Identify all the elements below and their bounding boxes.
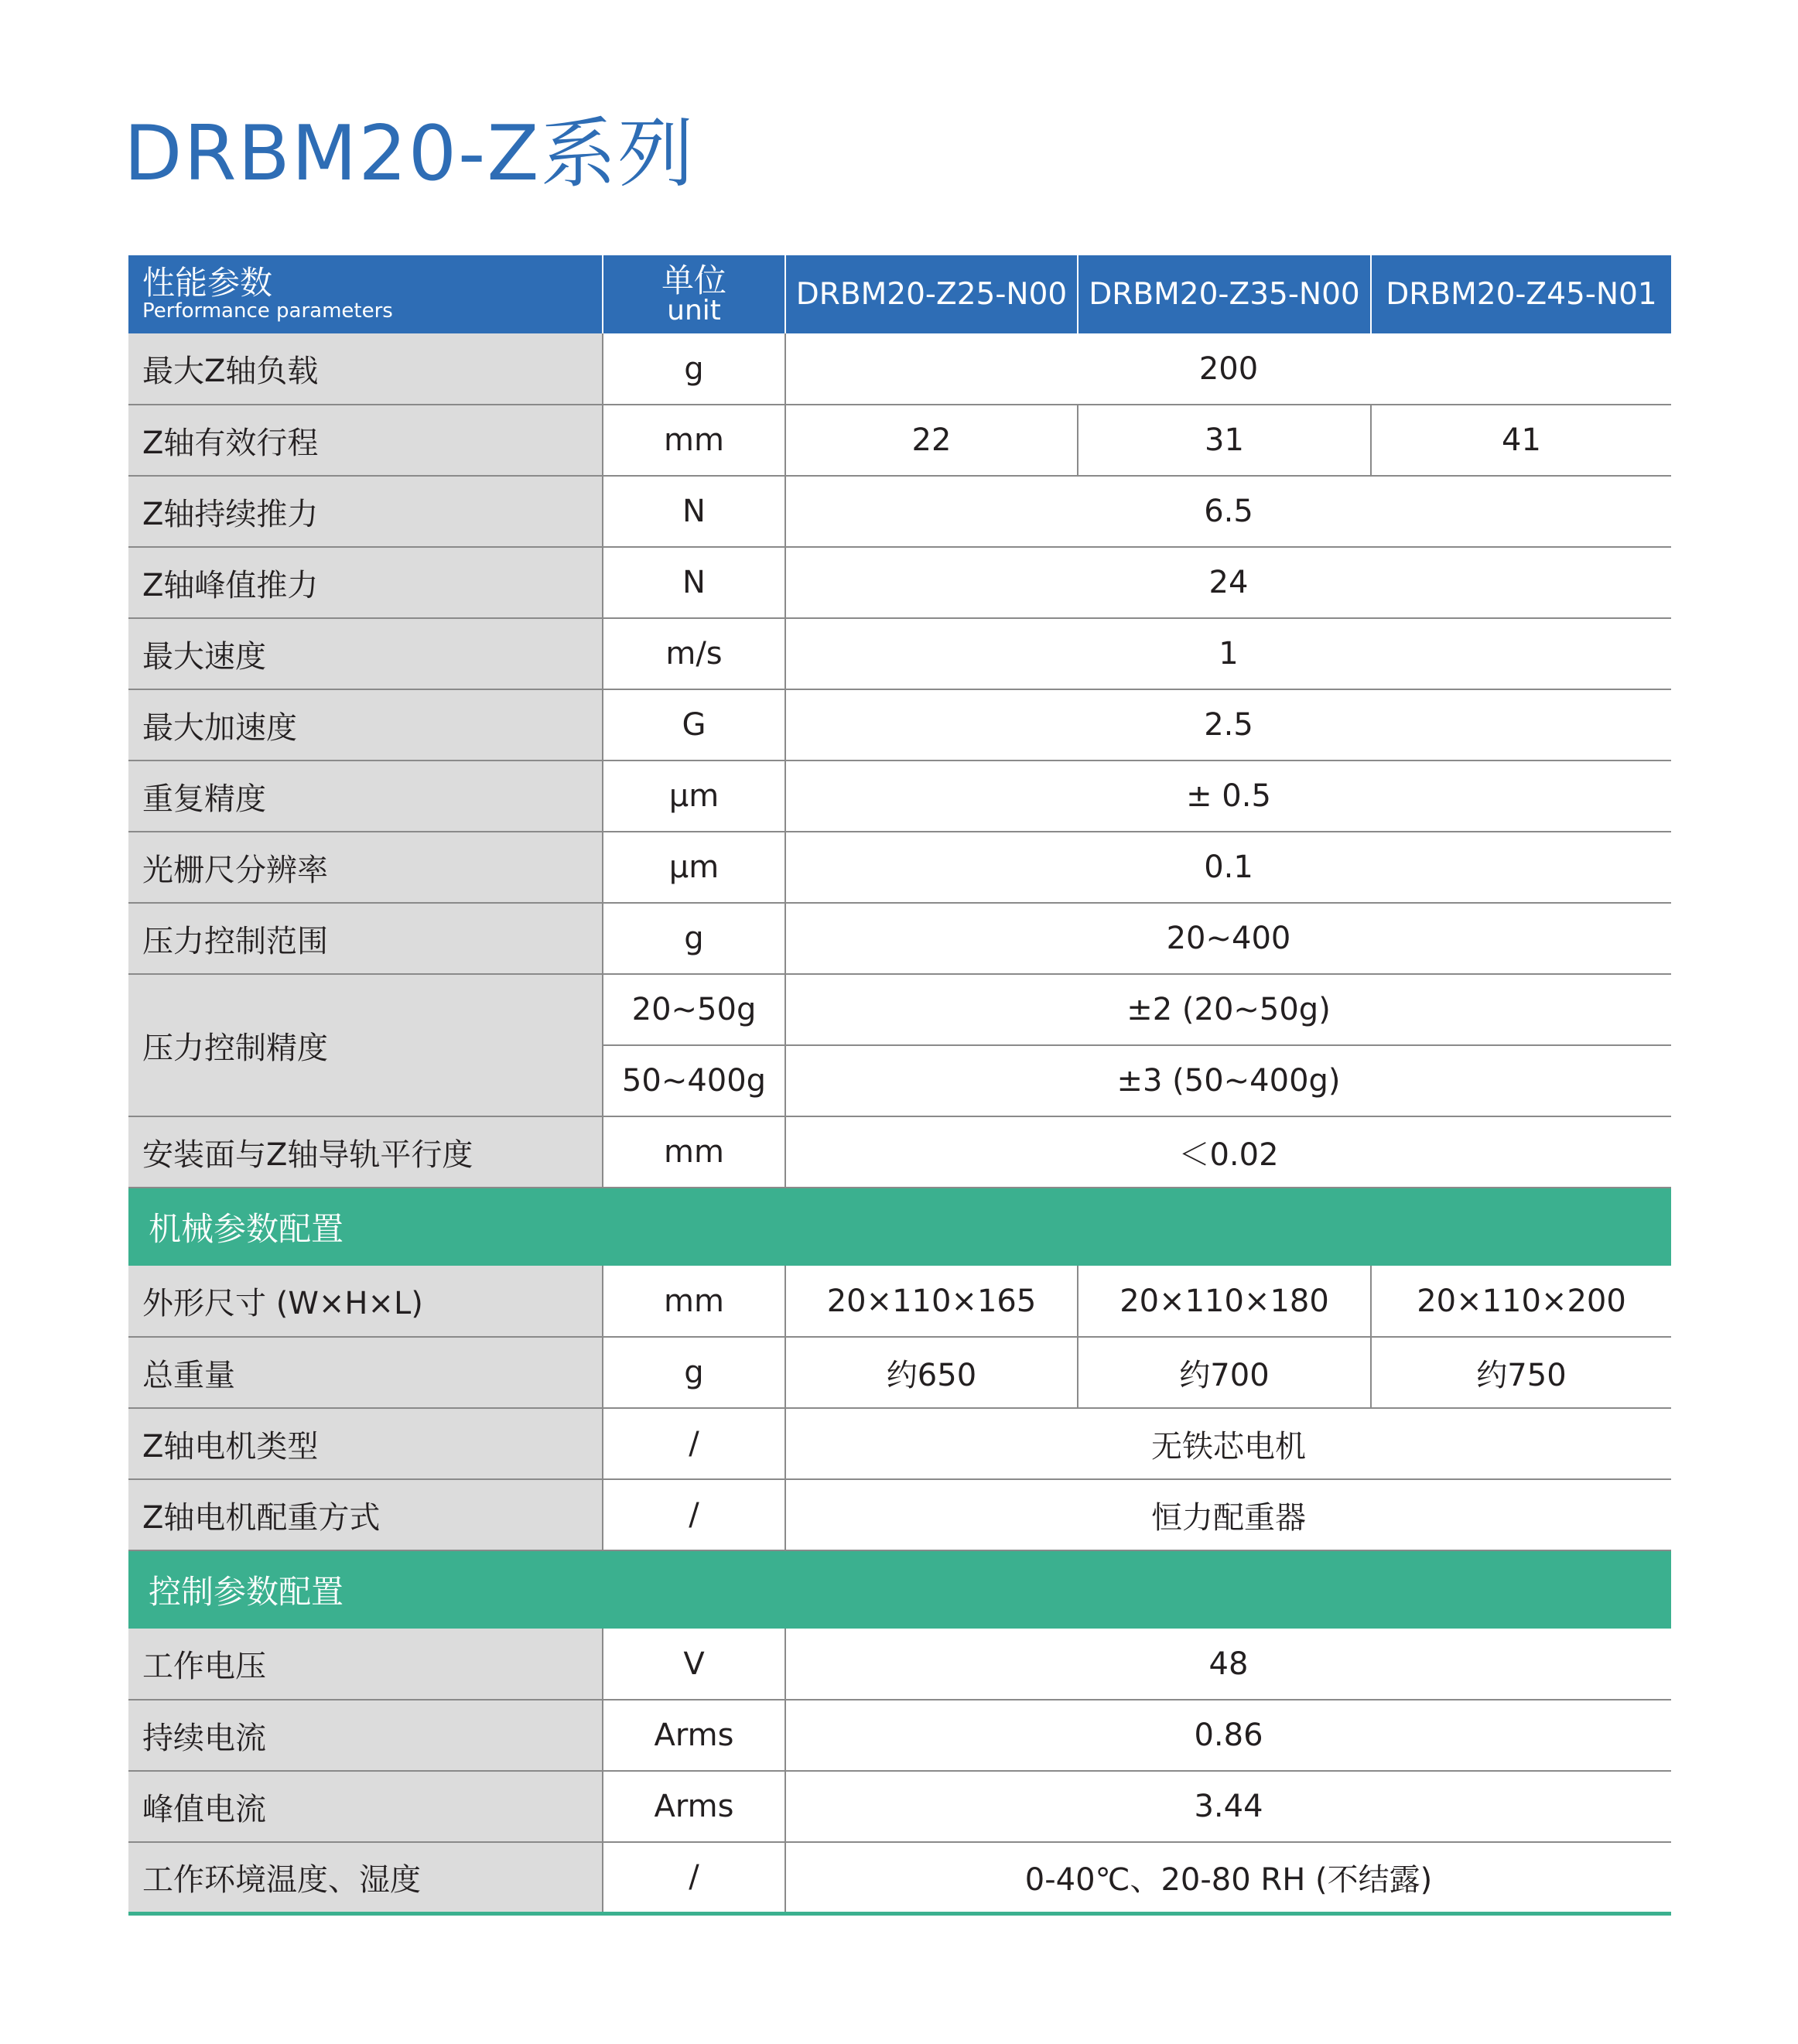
- model-header: DRBM20-Z35-N00: [1078, 255, 1371, 333]
- table-row: [128, 1629, 1671, 1700]
- row-unit: mm: [603, 1116, 785, 1188]
- row-label: Z轴有效行程: [128, 405, 603, 476]
- row-value: ±2 (20~50g): [785, 974, 1671, 1045]
- row-label: 持续电流: [128, 1700, 603, 1771]
- row-label: Z轴电机类型: [128, 1408, 603, 1479]
- row-value: 0.1: [785, 832, 1671, 903]
- table-row: [128, 974, 1671, 1045]
- row-unit: g: [603, 333, 785, 405]
- row-label: 最大Z轴负载: [128, 333, 603, 405]
- table-row: [128, 903, 1671, 974]
- row-value: ＜0.02: [785, 1116, 1671, 1188]
- table-row: [128, 761, 1671, 832]
- row-unit: /: [603, 1479, 785, 1550]
- row-value: 3.44: [785, 1771, 1671, 1842]
- row-label: 压力控制精度: [128, 974, 603, 1116]
- row-label: 最大速度: [128, 618, 603, 689]
- row-value: 约750: [1371, 1337, 1671, 1408]
- row-value: 约650: [785, 1337, 1078, 1408]
- table-row: [128, 333, 1671, 405]
- unit-header-en: unit: [667, 294, 721, 326]
- row-label: 重复精度: [128, 761, 603, 832]
- row-unit: μm: [603, 832, 785, 903]
- row-unit: Arms: [603, 1700, 785, 1771]
- unit-header-zh: 单位: [661, 261, 726, 299]
- row-value: 20×110×180: [1078, 1266, 1371, 1337]
- table-row: [128, 1700, 1671, 1771]
- row-unit: Arms: [603, 1771, 785, 1842]
- row-label: Z轴电机配重方式: [128, 1479, 603, 1550]
- table-row: [128, 1266, 1671, 1337]
- model-header: DRBM20-Z25-N00: [785, 255, 1078, 333]
- spec-table: [128, 255, 1671, 1916]
- page-title: DRBM20-Z系列: [124, 110, 696, 198]
- table-row: [128, 547, 1671, 618]
- section-header-mechanical: [128, 1188, 1671, 1266]
- row-value: 31: [1078, 405, 1371, 476]
- row-unit: /: [603, 1408, 785, 1479]
- row-value: 6.5: [785, 476, 1671, 547]
- table-row: [128, 1116, 1671, 1188]
- row-unit: G: [603, 689, 785, 761]
- row-unit: mm: [603, 405, 785, 476]
- row-unit: g: [603, 1337, 785, 1408]
- row-value: 22: [785, 405, 1078, 476]
- row-value: 恒力配重器: [785, 1479, 1671, 1550]
- param-header: [128, 255, 603, 333]
- table-row: [128, 1479, 1671, 1550]
- table-row: [128, 618, 1671, 689]
- table-row: [128, 832, 1671, 903]
- row-value: 20×110×165: [785, 1266, 1078, 1337]
- row-label: 安装面与Z轴导轨平行度: [128, 1116, 603, 1188]
- row-value: 24: [785, 547, 1671, 618]
- row-unit: μm: [603, 761, 785, 832]
- row-unit: N: [603, 547, 785, 618]
- section-header-control: [128, 1550, 1671, 1629]
- row-unit: N: [603, 476, 785, 547]
- row-label: 工作电压: [128, 1629, 603, 1700]
- row-unit: mm: [603, 1266, 785, 1337]
- row-value: 20×110×200: [1371, 1266, 1671, 1337]
- row-value: 48: [785, 1629, 1671, 1700]
- row-value: 1: [785, 618, 1671, 689]
- row-label: 峰值电流: [128, 1771, 603, 1842]
- row-value: 0-40℃、20-80 RH (不结露): [785, 1842, 1671, 1913]
- unit-header: [603, 255, 785, 333]
- section-title: 机械参数配置: [128, 1188, 1671, 1266]
- table-row: [128, 1337, 1671, 1408]
- row-unit: V: [603, 1629, 785, 1700]
- table-row: [128, 1408, 1671, 1479]
- row-label: 光栅尺分辨率: [128, 832, 603, 903]
- row-label: Z轴持续推力: [128, 476, 603, 547]
- row-label: 压力控制范围: [128, 903, 603, 974]
- row-value: 0.86: [785, 1700, 1671, 1771]
- table-row: [128, 689, 1671, 761]
- row-value: 41: [1371, 405, 1671, 476]
- row-unit: 50~400g: [603, 1045, 785, 1116]
- row-label: 工作环境温度、湿度: [128, 1842, 603, 1913]
- row-label: 总重量: [128, 1337, 603, 1408]
- row-value: 20~400: [785, 903, 1671, 974]
- row-value: 2.5: [785, 689, 1671, 761]
- model-header: DRBM20-Z45-N01: [1371, 255, 1671, 333]
- row-label: 最大加速度: [128, 689, 603, 761]
- table-row: [128, 1771, 1671, 1842]
- row-unit: 20~50g: [603, 974, 785, 1045]
- row-unit: /: [603, 1842, 785, 1913]
- table-row: [128, 1842, 1671, 1913]
- row-value: 约700: [1078, 1337, 1371, 1408]
- table-row: [128, 476, 1671, 547]
- table-row: [128, 405, 1671, 476]
- row-value: 200: [785, 333, 1671, 405]
- param-header-en: Performance parameters: [142, 299, 393, 323]
- row-value: ± 0.5: [785, 761, 1671, 832]
- param-header-zh: 性能参数: [142, 264, 273, 302]
- row-label: Z轴峰值推力: [128, 547, 603, 618]
- row-unit: m/s: [603, 618, 785, 689]
- section-title: 控制参数配置: [128, 1550, 1671, 1629]
- table-header-row: [128, 255, 1671, 333]
- row-value: 无铁芯电机: [785, 1408, 1671, 1479]
- row-label: 外形尺寸 (W×H×L): [128, 1266, 603, 1337]
- row-value: ±3 (50~400g): [785, 1045, 1671, 1116]
- row-unit: g: [603, 903, 785, 974]
